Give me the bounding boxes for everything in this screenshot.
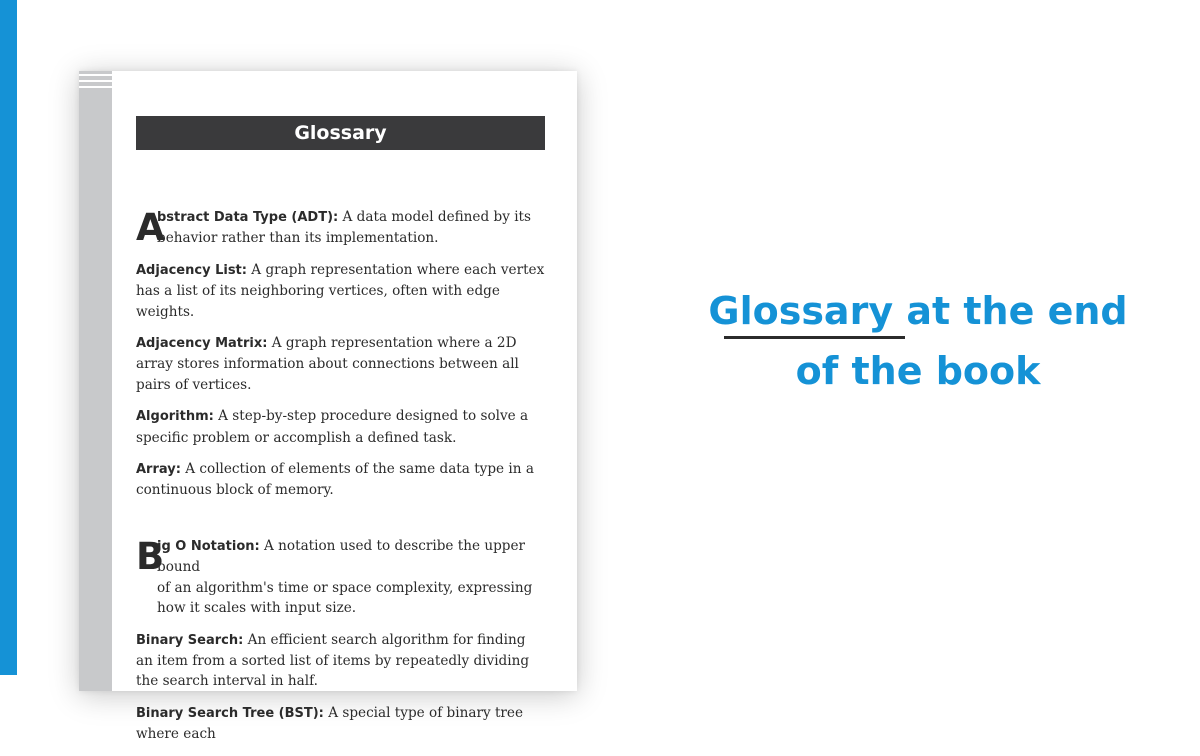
glossary-entries [136,207,546,756]
page-gutter [79,71,112,691]
entry-definition: An efficient search algorithm for finding an item from a sorted list of items by repeatedly dividing the search interval in half. [136,631,530,690]
entry-definition-continued: of an algorithm's time or space complexity, expressing how it scales with input size. [157,579,533,617]
entry-definition: A step-by-step procedure designed to solve a specific problem or accomplish a defined task. [136,408,529,446]
glossary-entry [136,207,546,249]
entry-definition: A graph representation where a 2D array stores information about connections between all pairs of vertices. [136,335,519,393]
entry-term: ig O Notation: [157,538,260,554]
headline-underline [724,336,905,339]
entry-term: Binary Search Tree (BST): [136,705,324,721]
entry-definition: A notation used to describe the upper bound [157,537,526,576]
entry-term: Binary Search: [136,632,244,648]
entry-definition: A collection of elements of the same data type in a continuous block of memory. [136,461,534,499]
entry-definition: A special type of binary tree where each [136,704,524,743]
glossary-entry [136,536,546,619]
book-page [79,71,577,743]
drop-cap-letter: B [136,534,165,578]
headline-text [690,281,1146,401]
glossary-entry [136,459,546,501]
glossary-entry [136,630,546,692]
accent-side-bar [0,0,17,675]
gutter-line [79,80,112,82]
gutter-line [79,86,112,88]
glossary-entry [136,260,546,322]
section-gap [136,512,546,536]
entry-term: bstract Data Type (ADT): [157,210,339,225]
gutter-line [79,74,112,76]
headline-line-2: of the book [795,349,1041,393]
entry-definition: A data model defined by its [338,209,531,225]
drop-cap-letter: A [136,206,165,249]
entry-term: Adjacency Matrix: [136,336,268,352]
entry-term: Algorithm: [136,409,214,425]
headline-line-1: Glossary at the end [708,289,1128,333]
entry-term: Array: [136,462,181,478]
entry-definition-continued: behavior rather than its implementation. [157,230,439,247]
glossary-entry [136,703,546,745]
glossary-entry [136,406,546,448]
glossary-heading: Glossary [136,116,545,150]
entry-term: Adjacency List: [136,262,247,278]
glossary-entry [136,333,546,395]
entry-definition: A graph representation where each vertex has a list of its neighboring vertices, often with edge weights. [136,261,545,320]
